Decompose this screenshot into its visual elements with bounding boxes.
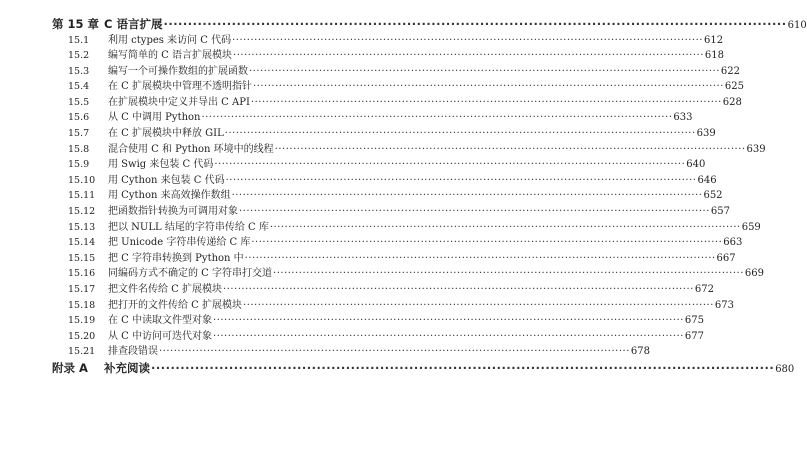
entry-page: 640 [686,159,706,171]
toc-entry[interactable] [52,79,744,95]
toc-entry[interactable] [52,298,734,314]
entry-number: 15.20 [68,330,96,342]
appendix-page: 680 [775,363,795,375]
entry-page: 657 [710,206,730,218]
toc-entry[interactable] [52,110,693,126]
toc-entry[interactable] [52,344,650,360]
leader-dots [275,142,746,158]
entry-title: 同编码方式不确定的 C 字符串打交道 [108,268,273,280]
leader-dots [245,251,716,267]
entry-page: 628 [722,96,742,108]
entry-number: 15.21 [68,346,96,358]
leader-dots [270,220,741,236]
entry-page: 663 [723,237,743,249]
entry-title: 混合使用 C 和 Python 环境中的线程 [108,143,274,155]
entry-page: 672 [694,284,714,295]
entry-number: 15.3 [68,65,90,77]
entry-page: 633 [673,112,693,124]
appendix-heading[interactable] [52,360,795,377]
entry-number: 15.2 [68,50,90,62]
entry-number: 15.18 [68,299,96,311]
toc-entry[interactable] [52,313,704,329]
chapter-page: 610 [787,20,807,31]
entry-title: 用 Cython 来包装 C 代码 [108,174,225,186]
appendix-title: 补充阅读 [104,360,150,375]
entry-title: 从 C 中调用 Python [108,112,201,124]
leader-dots [202,110,673,126]
entry-number: 15.6 [68,112,90,124]
leader-dots [213,313,684,329]
entry-title: 在 C 中读取文件型对象 [108,315,213,327]
leader-dots [226,173,697,189]
toc-entries [52,33,766,360]
entry-number: 15.12 [68,206,96,218]
entry-page: 669 [744,268,764,280]
entry-title: 把文件名传给 C 扩展模块 [108,284,223,295]
leader-dots [251,95,722,111]
chapter-title: C 语言扩展 [104,17,163,31]
leader-dots [163,16,786,33]
leader-dots [232,188,703,204]
entry-page: 612 [703,34,724,46]
leader-dots [273,266,744,282]
leader-dots [151,360,774,377]
entry-number: 15.16 [68,268,96,280]
entry-number: 15.9 [68,159,90,171]
entry-title: 用 Cython 来高效操作数组 [108,190,231,202]
entry-page: 639 [696,128,716,140]
leader-dots [249,64,720,80]
toc-entry[interactable] [52,142,766,158]
entry-number: 15.4 [68,81,90,93]
entry-title: 把以 NULL 结尾的字符串传给 C 库 [108,221,269,233]
toc-entry[interactable] [52,266,764,282]
toc-entry[interactable] [52,64,740,80]
toc-entry[interactable] [52,173,717,189]
toc-entry[interactable] [52,48,724,64]
entry-page: 673 [714,299,734,311]
entry-page: 646 [697,174,717,186]
toc-entry[interactable] [52,204,730,220]
leader-dots [253,79,724,95]
toc-entry[interactable] [52,220,761,236]
toc-entry[interactable] [52,126,716,142]
toc-entry[interactable] [52,33,724,49]
toc-entry[interactable] [52,95,742,111]
leader-dots [232,33,703,49]
toc-entry[interactable] [52,282,714,298]
leader-dots [225,126,696,142]
entry-title: 把 Unicode 字符串传递给 C 库 [108,237,251,249]
leader-dots [159,344,630,360]
toc-entry[interactable] [52,251,736,267]
entry-page: 675 [684,315,704,327]
entry-page: 678 [630,346,650,358]
leader-dots [251,235,722,251]
entry-title: 在 C 扩展模块中管理不透明指针 [108,81,253,93]
leader-dots [223,282,694,298]
leader-dots [243,298,714,314]
table-of-contents [52,16,807,376]
entry-title: 在扩展模块中定义并导出 C API [108,96,250,108]
entry-title: 编写一个可操作数组的扩展函数 [108,65,248,77]
toc-entry[interactable] [52,329,704,345]
entry-number: 15.15 [68,252,96,264]
entry-title: 把 C 字符串转换到 Python 中 [108,252,244,264]
entry-number: 15.11 [68,190,96,202]
chapter-number: 第 15 章 [52,17,100,31]
entry-title: 排查段错误 [108,346,158,358]
leader-dots [233,48,704,64]
chapter-heading[interactable] [52,16,807,33]
toc-entry[interactable] [52,157,706,173]
entry-page: 659 [741,221,761,233]
entry-number: 15.8 [68,143,90,155]
appendix-number: 附录 A [52,360,88,375]
leader-dots [214,157,685,173]
entry-title: 利用 ctypes 来访问 C 代码 [108,34,232,46]
entry-title: 在 C 扩展模块中释放 GIL [108,128,224,140]
entry-number: 15.10 [68,174,96,186]
toc-entry[interactable] [52,235,743,251]
entry-number: 15.5 [68,96,90,108]
entry-page: 639 [746,143,766,155]
entry-page: 677 [684,330,704,342]
entry-page: 622 [720,65,740,77]
entry-number: 15.1 [68,34,90,46]
entry-number: 15.7 [68,128,90,140]
entry-number: 15.19 [68,315,96,327]
entry-number: 15.13 [68,221,96,233]
entry-page: 618 [704,50,724,62]
entry-number: 15.17 [68,284,96,295]
entry-title: 把函数指针转换为可调用对象 [108,206,238,218]
leader-dots [239,204,710,220]
entry-title: 把打开的文件传给 C 扩展模块 [108,299,243,311]
entry-page: 625 [724,81,744,93]
leader-dots [213,329,684,345]
entry-page: 652 [703,190,723,202]
entry-title: 用 Swig 来包装 C 代码 [108,159,214,171]
entry-page: 667 [716,252,736,264]
entry-title: 从 C 中访问可迭代对象 [108,330,213,342]
toc-entry[interactable] [52,188,723,204]
entry-title: 编写简单的 C 语言扩展模块 [108,50,233,62]
entry-number: 15.14 [68,237,96,249]
